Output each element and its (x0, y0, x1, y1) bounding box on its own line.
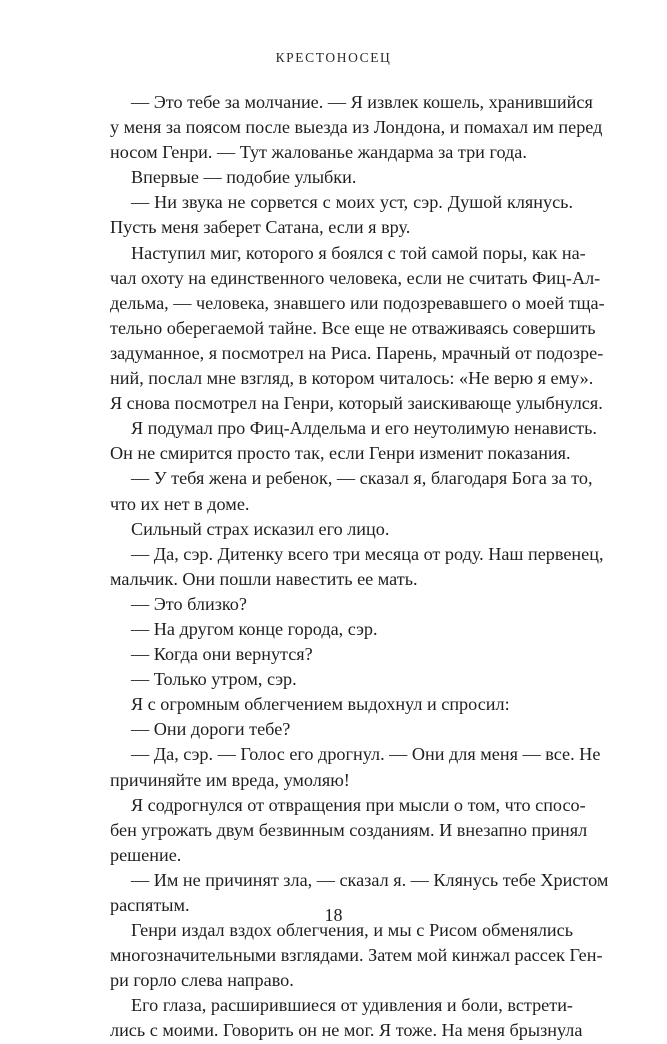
text-line: Сильный страх исказил его лицо. (131, 518, 390, 539)
text-line: Я снова посмотрел на Генри, который заискивающе улыбнулся. (110, 393, 603, 414)
running-head: КРЕСТОНОСЕЦ (275, 50, 392, 65)
text-line: бен угрожать двум безвинным созданиям. И внезапно принял (110, 819, 588, 840)
text-line: лись с моими. Говорить он не мог. Я тоже. На меня брызнула (110, 1020, 583, 1041)
text-line: — Только утром, сэр. (131, 669, 297, 690)
text-line: — Когда они вернутся? (131, 644, 313, 665)
text-line: — Да, сэр. — Голос его дрогнул. — Они для меня — все. Не (131, 744, 601, 765)
text-line: Я содрогнулся от отвращения при мысли о том, что спосо- (131, 794, 586, 815)
text-line: Я подумал про Фиц-Алдельма и его неутолимую ненависть. (131, 418, 597, 439)
text-line: решение. (110, 844, 182, 865)
text-line: — Ни звука не сорвется с моих уст, сэр. Душой клянусь. (131, 192, 573, 213)
text-line: тельно оберегаемой тайне. Все еще не отваживаясь совершить (110, 317, 596, 338)
page-number: 18 (324, 905, 343, 925)
text-line: что их нет в доме. (110, 493, 250, 514)
text-line: Впервые — подобие улыбки. (131, 167, 357, 188)
body-text (110, 90, 609, 1044)
text-line: — Да, сэр. Дитенку всего три месяца от роду. Наш первенец, (131, 543, 604, 564)
text-line: Я с огромным облегчением выдохнул и спросил: (131, 694, 510, 715)
text-line: дельма, — человека, знавшего или подозревавшего о моей тща- (110, 292, 605, 313)
text-line: распятым. (110, 895, 190, 915)
text-line: — Им не причинят зла, — сказал я. — Клянусь тебе Христом (131, 869, 609, 890)
text-line: Наступил миг, которого я боялся с той самой поры, как на- (131, 242, 586, 263)
text-line: Пусть меня заберет Сатана, если я вру. (110, 217, 411, 238)
text-line: носом Генри. — Тут жалованье жандарма за три года. (110, 142, 527, 163)
text-line: чал охоту на единственного человека, если не считать Фиц-Ал- (110, 267, 601, 288)
text-line: мальчик. Они пошли навестить ее мать. (110, 568, 418, 589)
text-line: причиняйте им вреда, умоляю! (110, 769, 350, 790)
text-line: многозначительными взглядами. Затем мой кинжал рассек Ген- (110, 945, 603, 966)
text-line: — Они дороги тебе? (131, 719, 291, 740)
text-line: задуманное, я посмотрел на Риса. Парень, мрачный от подозре- (110, 342, 604, 363)
text-line: ри горло слева направо. (110, 970, 294, 991)
text-line: ний, послал мне взгляд, в котором читалось: «Не верю я ему». (110, 368, 594, 389)
text-line: у меня за поясом после выезда из Лондона, и помахал им перед (110, 117, 603, 138)
text-line: Генри издал вздох облегчения, и мы с Рисом обменялись (131, 920, 573, 941)
text-line: — У тебя жена и ребенок, — сказал я, благодаря Бога за то, (131, 468, 593, 489)
text-line: — Это тебе за молчание. — Я извлек кошель, хранившийся (131, 92, 593, 112)
text-line: — На другом конце города, сэр. (131, 618, 378, 639)
text-line: Он не смирится просто так, если Генри изменит показания. (110, 443, 571, 464)
text-line: Его глаза, расширившиеся от удивления и боли, встрети- (131, 995, 573, 1016)
text-line: — Это близко? (131, 593, 247, 614)
